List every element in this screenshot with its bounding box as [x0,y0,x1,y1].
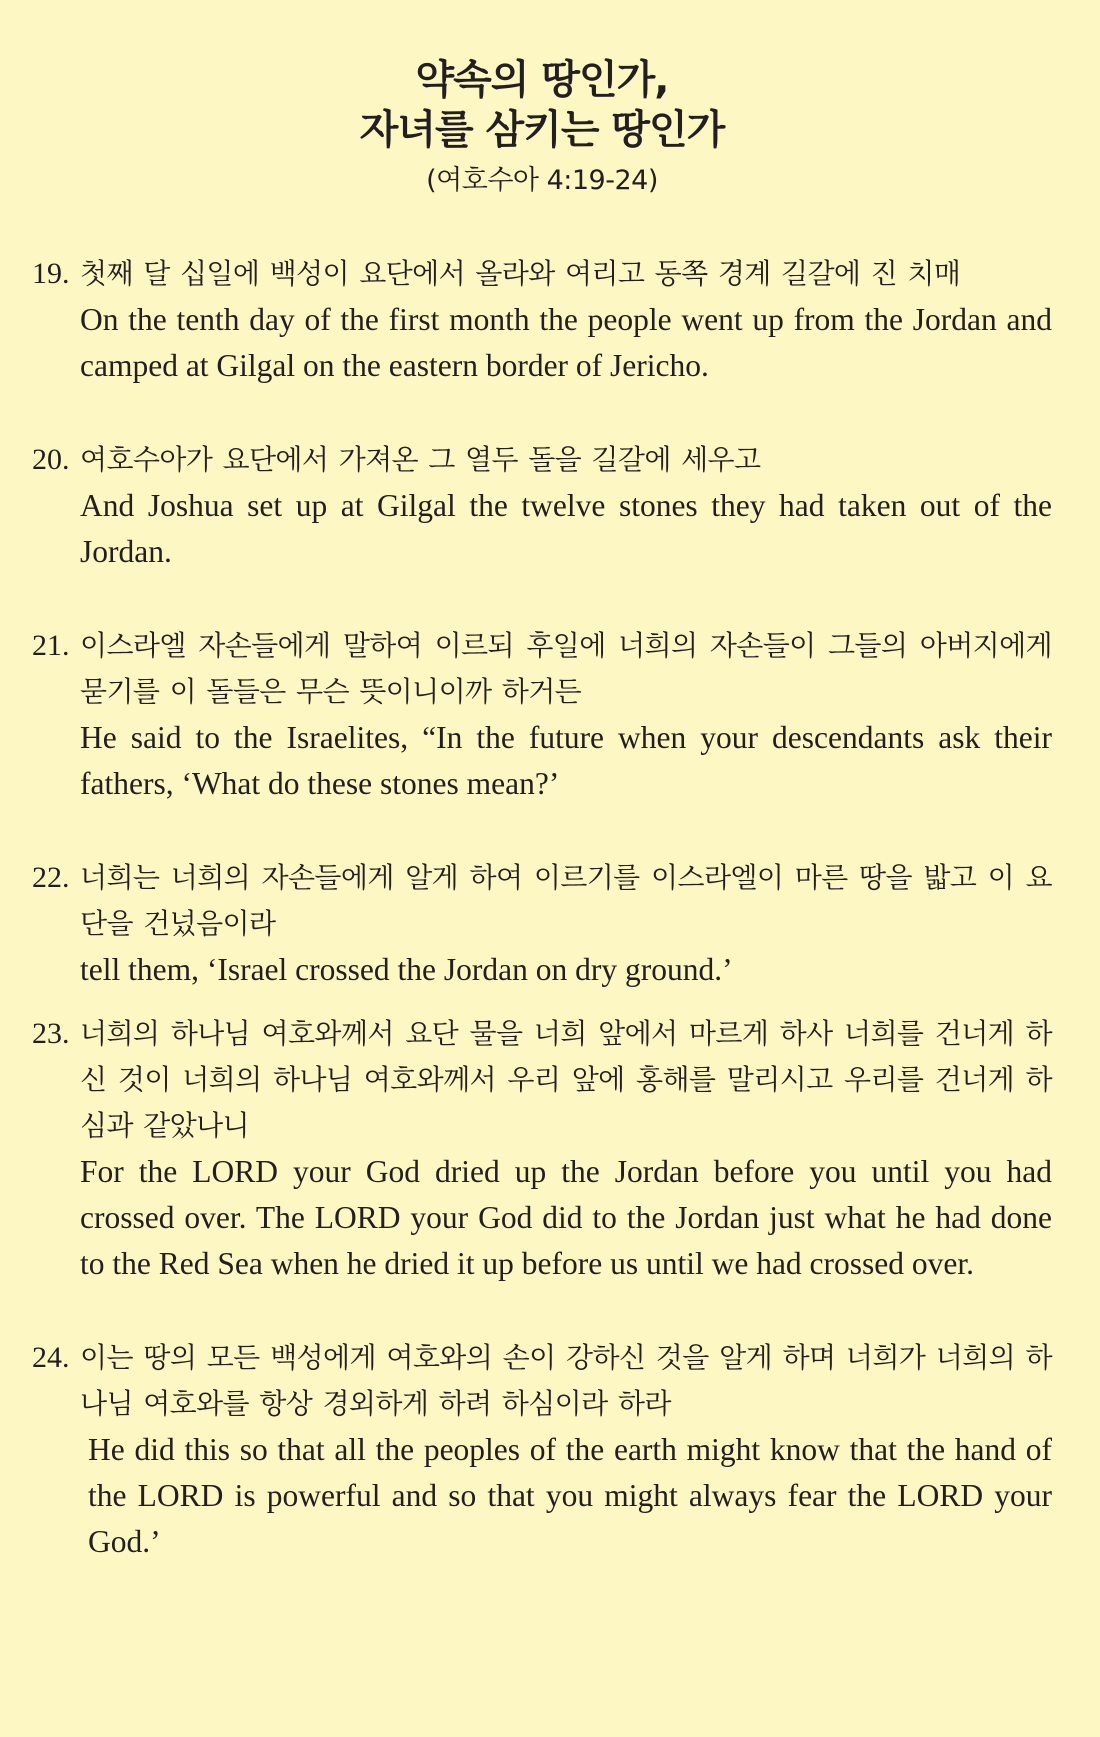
scripture-reference: (여호수아 4:19-24) [426,165,658,196]
header [32,55,1052,199]
verse-number: 20. [32,443,70,476]
verse-23 [32,1011,1052,1287]
verse-22 [32,855,1052,993]
verse-number: 22. [32,861,70,894]
title-line-2: 자녀를 삼키는 땅인가 [359,107,725,153]
verse-english-text: For the LORD your God dried up the Jordan before you until you had crossed over. The LORD your God did to the Jordan just what he had done to the Red Sea when he dried it up before us until we had crossed over. [80,1154,1052,1281]
verse-english-text: On the tenth day of the first month the people went up from the Jordan and camped at Gilgal on the eastern border of Jericho. [80,302,1052,383]
verse-20 [32,437,1052,575]
verse-number: 23. [32,1017,70,1050]
verse-english-text: He did this so that all the peoples of the earth might know that the hand of the LORD is powerful and so that you might always fear the LORD your God.’ [88,1432,1052,1559]
verse-korean-text: 여호수아가 요단에서 가져온 그 열두 돌을 길갈에 세우고 [80,443,761,476]
verse-english-text: tell them, ‘Israel crossed the Jordan on dry ground.’ [80,952,733,987]
title-line-1: 약속의 땅인가, [415,57,669,103]
verse-korean-text: 이스라엘 자손들에게 말하여 이르되 후일에 너희의 자손들이 그들의 아버지에게 묻기를 이 돌들은 무슨 뜻이니이까 하거든 [80,629,1052,708]
verse-number: 19. [32,257,70,290]
verse-korean-text: 첫째 달 십일에 백성이 요단에서 올라와 여리고 동쪽 경계 길갈에 진 치매 [80,257,961,290]
verse-korean-text: 너희는 너희의 자손들에게 알게 하여 이르기를 이스라엘이 마른 땅을 밟고 이 요단을 건넜음이라 [80,861,1052,940]
verse-english-text: And Joshua set up at Gilgal the twelve stones they had taken out of the Jordan. [80,488,1052,569]
verse-19 [32,251,1052,389]
verse-number: 21. [32,629,70,662]
verse-korean-text: 너희의 하나님 여호와께서 요단 물을 너희 앞에서 마르게 하사 너희를 건너게 하신 것이 너희의 하나님 여호와께서 우리 앞에 홍해를 말리시고 우리를 건너게 하심과 같았나니 [80,1017,1052,1142]
verse-korean-text: 이는 땅의 모든 백성에게 여호와의 손이 강하신 것을 알게 하며 너희가 너희의 하나님 여호와를 항상 경외하게 하려 하심이라 하라 [80,1341,1052,1420]
verse-21 [32,623,1052,807]
verse-english-text: He said to the Israelites, “In the future when your descendants ask their fathers, ‘What do these stones mean?’ [80,720,1052,801]
verse-number: 24. [32,1341,70,1374]
verse-24 [32,1335,1052,1565]
